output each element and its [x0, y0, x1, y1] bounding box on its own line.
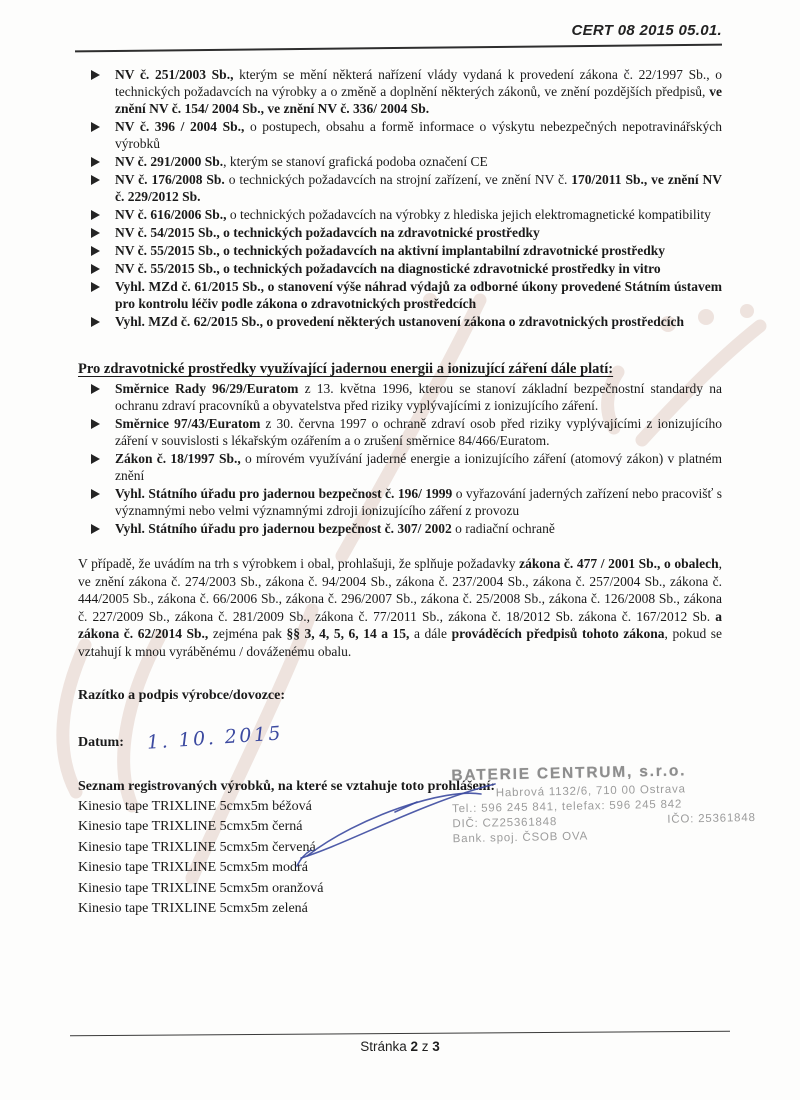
arrowhead-right-icon: [91, 175, 100, 185]
text-segment: 170/2011 Sb., ve znění NV č. 229/2012 Sb.: [115, 172, 722, 204]
regulation-item: [115, 66, 722, 117]
arrowhead-right-icon: [91, 524, 100, 534]
text-segment: , kterým se stanoví grafická podoba označení CE: [223, 154, 488, 169]
date-label: Datum:: [78, 734, 124, 750]
regulation-item: [115, 224, 722, 241]
product-item: Kinesio tape TRIXLINE 5cmx5m oranžová: [78, 880, 324, 896]
product-item: Kinesio tape TRIXLINE 5cmx5m modrá: [78, 860, 308, 876]
text-segment: z 30. června 1997 o ochraně zdraví osob před riziky vyplývajícími z ionizujícího záření v souvislosti s lékařským ozářením a o zrušení směrnice 84/466/Euratom.: [115, 416, 722, 448]
regulation-item: [115, 450, 722, 484]
arrowhead-right-icon: [91, 264, 100, 274]
text-segment: z: [418, 1039, 433, 1054]
product-item: Kinesio tape TRIXLINE 5cmx5m červená: [78, 839, 316, 855]
company-stamp: [451, 761, 769, 846]
stamp-company-name: BATERIE CENTRUM, s.r.o.: [451, 762, 687, 785]
text-segment: ve znění NV č. 154/ 2004 Sb., ve znění NV č. 336/ 2004 Sb.: [115, 84, 722, 116]
stamp-bank: Bank. spoj. ČSOB OVA: [452, 830, 589, 846]
text-segment: Vyhl. Státního úřadu pro jadernou bezpečnost č. 307/ 2002: [115, 521, 452, 536]
footer-rule: [70, 1031, 730, 1037]
regulation-item: [115, 485, 722, 519]
text-segment: Zákon č. 18/1997 Sb.,: [115, 451, 241, 466]
arrowhead-right-icon: [91, 246, 100, 256]
stamp-address: Habrová 1132/6, 710 00 Ostrava: [495, 783, 686, 800]
products-heading: Seznam registrovaných výrobků, na které se vztahuje toto prohlášení:: [78, 778, 496, 794]
product-item: Kinesio tape TRIXLINE 5cmx5m černá: [78, 819, 303, 835]
regulation-item: [115, 260, 722, 277]
arrowhead-right-icon: [91, 317, 100, 327]
text-segment: NV č. 55/2015 Sb., o technických požadavcích na aktivní implantabilní zdravotnické prostředky: [115, 243, 666, 258]
text-segment: a zákona č. 62/2014 Sb.,: [78, 608, 722, 642]
text-segment: 2: [410, 1039, 418, 1054]
regulation-item: [115, 415, 722, 449]
text-segment: o vyřazování jaderných zařízení nebo pracovišť s významnými nebo velmi významnými zdroji ionizujícího záření z provozu: [115, 486, 722, 518]
text-segment: §§ 3, 4, 5, 6, 14 a 15,: [286, 626, 410, 642]
packaging-paragraph: [78, 555, 722, 661]
arrowhead-right-icon: [91, 384, 100, 394]
section-heading-nuclear: Pro zdravotnické prostředky využívající jadernou energii a ionizující záření dále platí:: [78, 361, 614, 377]
regulation-item: [115, 206, 722, 223]
date-row: [78, 721, 722, 754]
text-segment: , pokud se vztahují k mnou vyráběnému / dováženému obalu.: [78, 626, 722, 659]
text-segment: V případě, že uvádím na trh s výrobkem i obal, prohlašuji, že splňuje požadavky: [78, 556, 520, 571]
arrowhead-right-icon: [91, 282, 100, 292]
text-segment: Směrnice 97/43/Euratom: [115, 416, 261, 431]
stamp-dic: DIČ: CZ25361848: [452, 816, 558, 831]
text-segment: Stránka: [360, 1039, 411, 1054]
regulation-item: [115, 380, 722, 414]
text-segment: 3: [432, 1039, 440, 1054]
text-segment: zejména pak: [208, 626, 287, 642]
text-segment: o technických požadavcích na strojní zařízení, ve znění NV č.: [224, 172, 572, 187]
stamp-ico: IČO: 25361848: [667, 811, 756, 826]
text-segment: zákona č. 477 / 2001 Sb., o obalech: [519, 556, 719, 571]
date-handwritten: 1. 10. 2015: [146, 721, 285, 754]
regulation-item: [115, 278, 722, 312]
text-segment: Vyhl. Státního úřadu pro jadernou bezpečnost č. 196/ 1999: [115, 486, 453, 501]
regulation-item: [115, 118, 722, 152]
text-segment: NV č. 616/2006 Sb.,: [115, 207, 227, 222]
arrowhead-right-icon: [91, 157, 100, 167]
arrowhead-right-icon: [91, 228, 100, 238]
product-item: Kinesio tape TRIXLINE 5cmx5m béžová: [78, 798, 312, 814]
text-segment: Vyhl. MZd č. 61/2015 Sb., o stanovení výše náhrad výdajů za odborné úkony provedené Státním ústavem pro kontrolu léčiv podle zákona o zdravotnických prostředcích: [115, 279, 722, 311]
regulation-item: [115, 313, 722, 330]
regulation-item: [115, 242, 722, 259]
arrowhead-right-icon: [91, 210, 100, 220]
text-segment: NV č. 54/2015 Sb., o technických požadavcích na zdravotnické prostředky: [115, 225, 540, 240]
regulation-item: [115, 153, 722, 170]
text-segment: NV č. 396 / 2004 Sb.,: [115, 119, 245, 134]
stamp-label: Razítko a podpis výrobce/dovozce:: [78, 687, 286, 703]
text-segment: , ve znění zákona č. 274/2003 Sb., zákona č. 94/2004 Sb., zákona č. 237/2004 Sb., zákona č. 257/2004 Sb., zákona č. 444/2005 Sb., zákona č. 66/2006 Sb., zákona č. 296/2007 Sb., zákona č. 25/2008 Sb., zákona č. 126/2008 Sb., zákona č. 227/2009 Sb., zákona č. 281/2009 Sb., zákona č. 77/2011 Sb., zákona č. 18/2012 Sb. zákona č. 167/2012 Sb.: [78, 556, 722, 624]
text-segment: prováděcích předpisů tohoto zákona: [451, 626, 665, 642]
regulation-item: [115, 520, 722, 537]
regulation-item: [115, 171, 722, 205]
stamp-phone: Tel.: 596 245 841, telefax: 596 245 842: [451, 798, 683, 816]
text-segment: o mírovém využívání jaderné energie a ionizujícího záření (atomový zákon) v platném znění: [115, 451, 723, 483]
text-segment: kterým se mění některá nařízení vlády vydaná k provedení zákona č. 22/1997 Sb., o technických požadavcích na výrobky a o změně a doplnění některých zákonů, ve znění pozdějších předpisů,: [115, 67, 723, 99]
header-rule: [75, 44, 722, 53]
page-number: [0, 1039, 800, 1054]
arrowhead-right-icon: [91, 122, 100, 132]
text-segment: Směrnice Rady 96/29/Euratom: [115, 381, 299, 396]
arrowhead-right-icon: [91, 419, 100, 429]
text-segment: o postupech, obsahu a formě informace o výskytu nebezpečných nepotravinářských výrobků: [115, 119, 722, 151]
text-segment: NV č. 251/2003 Sb.,: [115, 67, 234, 82]
arrowhead-right-icon: [91, 489, 100, 499]
regulations-list-general: [78, 66, 722, 330]
product-item: Kinesio tape TRIXLINE 5cmx5m zelená: [78, 901, 308, 917]
text-segment: NV č. 291/2000 Sb.: [115, 154, 224, 169]
text-segment: a dále: [409, 626, 452, 642]
text-segment: o technických požadavcích na výrobky z hlediska jejich elektromagnetické kompatibility: [226, 207, 711, 222]
arrowhead-right-icon: [91, 70, 100, 80]
text-segment: NV č. 55/2015 Sb., o technických požadavcích na diagnostické zdravotnické prostředky in vitro: [115, 261, 661, 276]
arrowhead-right-icon: [91, 454, 100, 464]
text-segment: NV č. 176/2008 Sb.: [115, 172, 225, 187]
regulations-list-nuclear: [78, 380, 722, 537]
text-segment: Vyhl. MZd č. 62/2015 Sb., o provedení některých ustanovení zákona o zdravotnických prostředcích: [115, 314, 685, 329]
doc-code: CERT 08 2015 05.01.: [571, 22, 722, 39]
text-segment: o radiační ochraně: [451, 521, 555, 536]
text-segment: z 13. května 1996, kterou se stanoví základní bezpečnostní standardy na ochranu zdraví pracovníků a obyvatelstva před riziky vyplývajícími z ionizujícího záření.: [115, 381, 722, 413]
